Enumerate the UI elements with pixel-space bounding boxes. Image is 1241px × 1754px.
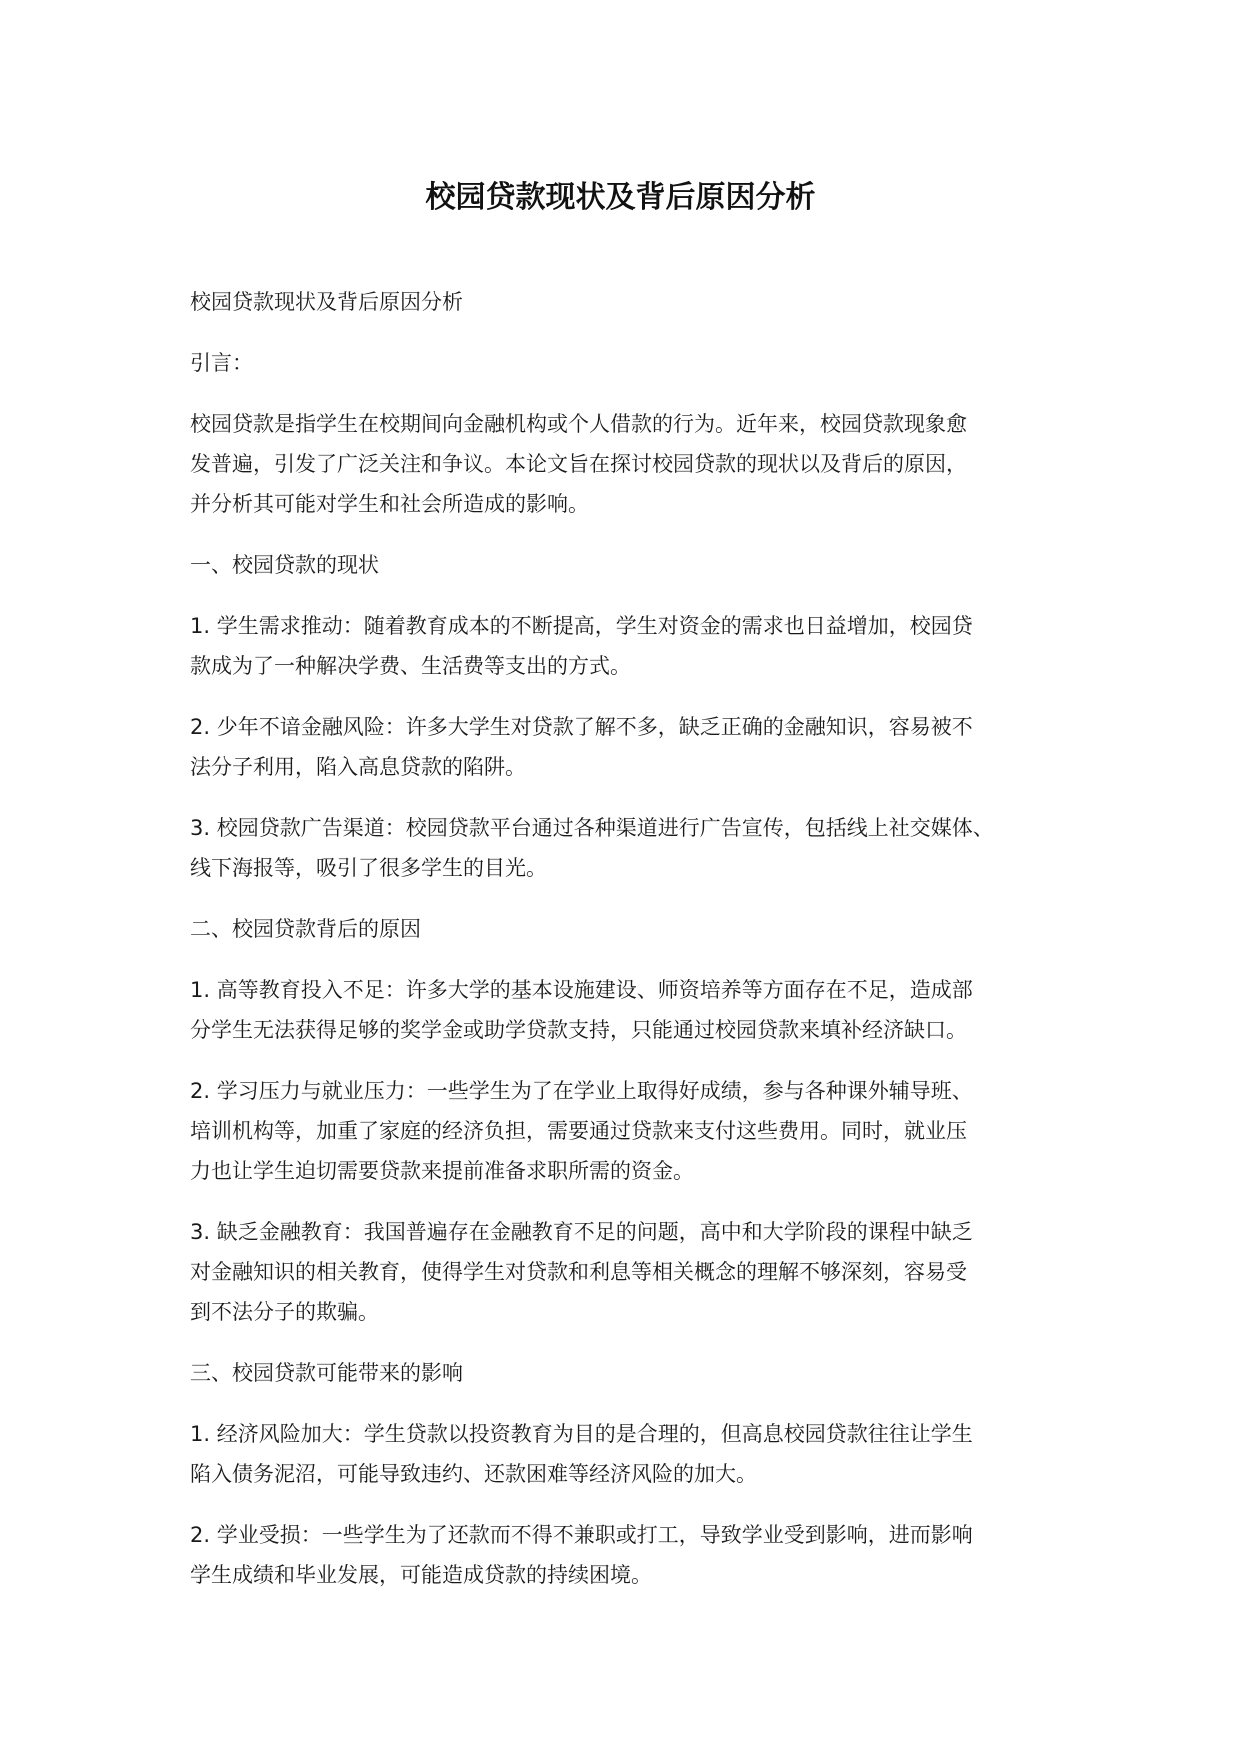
- text-line: 三、校园贷款可能带来的影响: [190, 1361, 463, 1385]
- text-line: 培训机构等，加重了家庭的经济负担，需要通过贷款来支付这些费用。同时，就业压: [190, 1119, 967, 1143]
- paragraph: [190, 707, 1070, 787]
- text-line: 2. 学业受损：一些学生为了还款而不得不兼职或打工，导致学业受到影响，进而影响: [190, 1523, 973, 1547]
- text-line: 法分子利用，陷入高息贷款的陷阱。: [190, 755, 526, 779]
- text-line: 校园贷款现状及背后原因分析: [190, 290, 463, 314]
- paragraph: [190, 606, 1070, 686]
- paragraph: [190, 970, 1070, 1050]
- text-line: 发普遍，引发了广泛关注和争议。本论文旨在探讨校园贷款的现状以及背后的原因，: [190, 452, 967, 476]
- text-line: 1. 经济风险加大：学生贷款以投资教育为目的是合理的，但高息校园贷款往往让学生: [190, 1422, 973, 1446]
- text-line: 校园贷款是指学生在校期间向金融机构或个人借款的行为。近年来，校园贷款现象愈: [190, 412, 967, 436]
- section-heading: [190, 1353, 1070, 1393]
- document-title: 校园贷款现状及背后原因分析: [425, 180, 816, 215]
- section-heading: [190, 909, 1070, 949]
- paragraph: [190, 1515, 1070, 1595]
- paragraph: [190, 1414, 1070, 1494]
- text-line: 2. 少年不谙金融风险：许多大学生对贷款了解不多，缺乏正确的金融知识，容易被不: [190, 715, 973, 739]
- text-line: 一、校园贷款的现状: [190, 553, 379, 577]
- text-line: 二、校园贷款背后的原因: [190, 917, 421, 941]
- text-line: 分学生无法获得足够的奖学金或助学贷款支持，只能通过校园贷款来填补经济缺口。: [190, 1018, 967, 1042]
- text-line: 引言：: [190, 351, 253, 375]
- section-heading: [190, 545, 1070, 585]
- text-line: 并分析其可能对学生和社会所造成的影响。: [190, 492, 589, 516]
- text-line: 1. 高等教育投入不足：许多大学的基本设施建设、师资培养等方面存在不足，造成部: [190, 978, 973, 1002]
- document-body: [190, 282, 1070, 1616]
- paragraph: [190, 1212, 1070, 1332]
- text-line: 1. 学生需求推动：随着教育成本的不断提高，学生对资金的需求也日益增加，校园贷: [190, 614, 973, 638]
- text-line: 对金融知识的相关教育，使得学生对贷款和利息等相关概念的理解不够深刻，容易受: [190, 1260, 967, 1284]
- text-line: 2. 学习压力与就业压力：一些学生为了在学业上取得好成绩，参与各种课外辅导班、: [190, 1079, 973, 1103]
- text-line: 力也让学生迫切需要贷款来提前准备求职所需的资金。: [190, 1159, 694, 1183]
- text-line: 3. 缺乏金融教育：我国普遍存在金融教育不足的问题，高中和大学阶段的课程中缺乏: [190, 1220, 973, 1244]
- text-line: 3. 校园贷款广告渠道：校园贷款平台通过各种渠道进行广告宣传，包括线上社交媒体、: [190, 816, 994, 840]
- paragraph-intro: [190, 404, 1070, 524]
- text-line: 到不法分子的欺骗。: [190, 1300, 379, 1324]
- paragraph-subtitle: [190, 282, 1070, 322]
- text-line: 款成为了一种解决学费、生活费等支出的方式。: [190, 654, 631, 678]
- paragraph: [190, 1071, 1070, 1191]
- paragraph: [190, 808, 1070, 888]
- text-line: 线下海报等，吸引了很多学生的目光。: [190, 856, 547, 880]
- text-line: 学生成绩和毕业发展，可能造成贷款的持续困境。: [190, 1563, 652, 1587]
- paragraph-intro-label: [190, 343, 1070, 383]
- text-line: 陷入债务泥沼，可能导致违约、还款困难等经济风险的加大。: [190, 1462, 757, 1486]
